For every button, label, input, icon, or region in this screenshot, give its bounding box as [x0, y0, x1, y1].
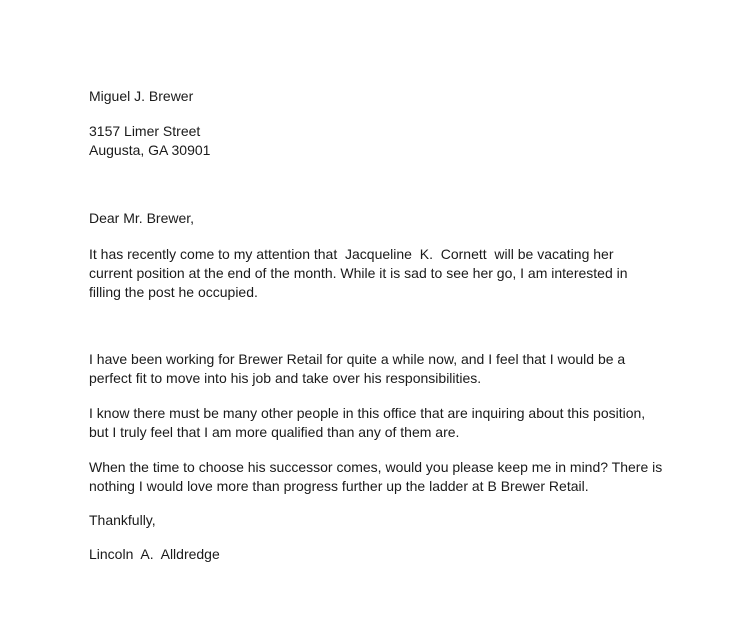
recipient-name — [89, 87, 649, 106]
paragraph-4 — [89, 458, 663, 496]
paragraph-1-line: filling the post he occupied. — [89, 284, 258, 300]
paragraph-1 — [89, 245, 649, 302]
paragraph-4-line: nothing I would love more than progress further up the ladder at B Brewer Retail. — [89, 478, 589, 494]
paragraph-2-line: I have been working for Brewer Retail for quite a while now, and I feel that I would be a — [89, 351, 626, 367]
closing — [89, 511, 649, 530]
paragraph-3-line: but I truly feel that I am more qualified than any of them are. — [89, 424, 460, 440]
paragraph-2 — [89, 350, 649, 388]
salutation — [89, 209, 649, 228]
paragraph-1-line: current position at the end of the month. While it is sad to see her go, I am interested in — [89, 265, 628, 281]
paragraph-3-line: I know there must be many other people in this office that are inquiring about this position, — [89, 405, 646, 421]
signature — [89, 545, 649, 564]
paragraph-2-line: perfect fit to move into his job and take over his responsibilities. — [89, 370, 482, 386]
address-line-2: Augusta, GA 30901 — [89, 142, 211, 158]
paragraph-3 — [89, 404, 649, 442]
signature-text: Lincoln A. Alldredge — [89, 546, 220, 562]
closing-text: Thankfully, — [89, 512, 156, 528]
paragraph-1-line: It has recently come to my attention that Jacqueline K. Cornett will be vacating her — [89, 246, 614, 262]
recipient-name-text: Miguel J. Brewer — [89, 88, 194, 104]
address-line-1: 3157 Limer Street — [89, 123, 201, 139]
salutation-text: Dear Mr. Brewer, — [89, 210, 195, 226]
paragraph-4-line: When the time to choose his successor comes, would you please keep me in mind? There is — [89, 459, 663, 475]
address-block — [89, 122, 649, 160]
